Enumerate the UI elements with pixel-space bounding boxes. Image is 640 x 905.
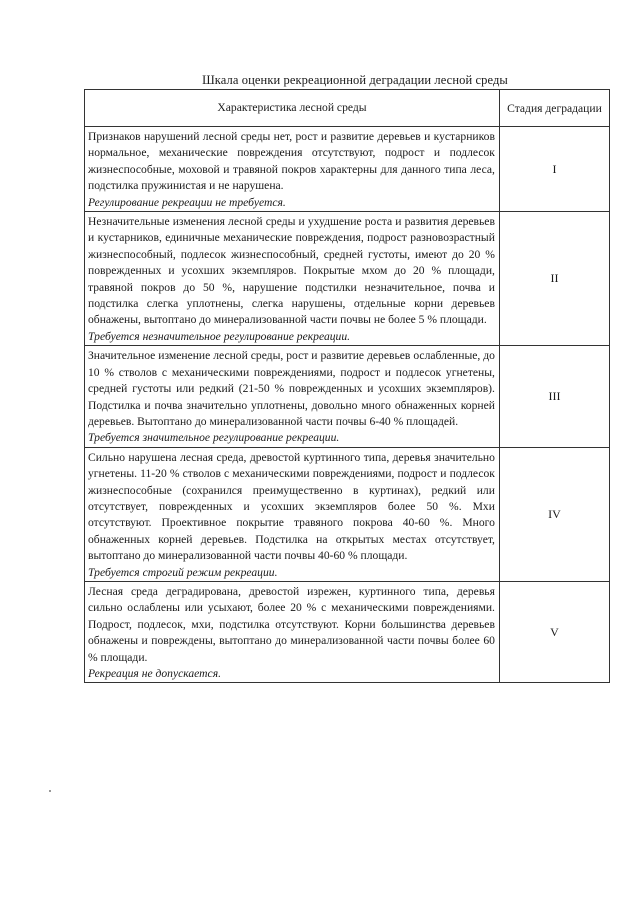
degradation-scale-table	[84, 89, 610, 683]
row-recommendation: Рекреация не допускается.	[88, 667, 221, 680]
row-description: Признаков нарушений лесной среды нет, рост и развитие деревьев и кустарников нормальное, механические повреждения отсутствуют, подрост и подлесок жизнеспособные, моховой и травяной покров характерны для данного типа леса, подстилка пружинистая и не нарушена.	[88, 130, 495, 193]
row-description-cell	[85, 346, 500, 447]
row-recommendation: Требуется незначительное регулирование рекреации.	[88, 329, 351, 343]
row-description-cell	[85, 212, 500, 346]
row-stage: III	[499, 346, 609, 447]
table-row	[85, 581, 610, 682]
header-stage: Стадия дегрaдации	[499, 90, 609, 127]
table-row	[85, 447, 610, 581]
row-stage: I	[499, 127, 609, 212]
header-characteristic: Характеристика лесной среды	[85, 90, 500, 127]
table-header-row	[85, 90, 610, 127]
scan-speck	[49, 790, 51, 792]
row-description: Лесная среда деградирована, древостой изрежен, куртинного типа, деревья сильно ослаблены или усыхают, более 20 % с механическими повреждениями. Подрост, подлесок, мхи, подстилка отсутствуют. Корни большинства деревьев обнажены и повреждены, вытоптано до минерализованной части почвы более 60 % площади.	[88, 584, 495, 664]
row-stage: V	[499, 581, 609, 682]
table-row	[85, 346, 610, 447]
row-stage: IV	[499, 447, 609, 581]
table-row	[85, 212, 610, 346]
page-title: Шкала оценки рекреационной деградации лесной среды	[202, 73, 508, 87]
row-recommendation: Регулирование рекреации не требуется.	[88, 195, 286, 209]
row-recommendation: Требуется строгий режим рекреации.	[88, 565, 278, 579]
row-description: Сильно нарушена лесная среда, древостой куртинного типа, деревья значительно угнетены. 11-20 % стволов с механическими повреждениями, подрост и подлесок жизнеспособные (сохранился преимущественно в куртинах), редкий или отсутствует, поврежденных и усохших экземпляров более 50 %. Мхи отсутствуют. Проективное покрытие травяного покрова 40-60 %. Много обнаженных корней деревьев. Подстилка на открытых местах отсутствует, вытоптано до минерализованной части почвы 40-60 % площади.	[88, 450, 495, 563]
row-stage: II	[499, 212, 609, 346]
row-description: Незначительные изменения лесной среды и ухудшение роста и развития деревьев и кустарников, единичные механические повреждения, подрост разновозрастный жизнеспособный, подлесок жизнеспособный, средней густоты, имеют до 20 % поврежденных и усохших экземпляров. Покрытые мхом до 20 % площади, травяной покров до 50 %, нарушение подстилки незначительное, почва и подстилка слегка уплотнены, слегка нарушены, отдельные корни деревьев обнажены, вытоптано до минерализованной части почвы не более 5 % площади.	[88, 215, 495, 327]
row-description-cell	[85, 127, 500, 212]
row-description: Значительное изменение лесной среды, рост и развитие деревьев ослабленные, до 10 % стволов с механическими повреждениями, подрост и подлесок угнетены, средней густоты или редкий (21-50 % поврежденных и усохших экземпляров). Подстилка и почва значительно уплотнены, довольно много обнаженных корней деревьев. Вытоптано до минерализованной части почвы 6-40 % площадей.	[88, 349, 495, 428]
row-recommendation: Требуется значительное регулирование рекреации.	[88, 431, 340, 445]
table-row	[85, 127, 610, 212]
row-description-cell	[85, 581, 500, 682]
row-description-cell	[85, 447, 500, 581]
